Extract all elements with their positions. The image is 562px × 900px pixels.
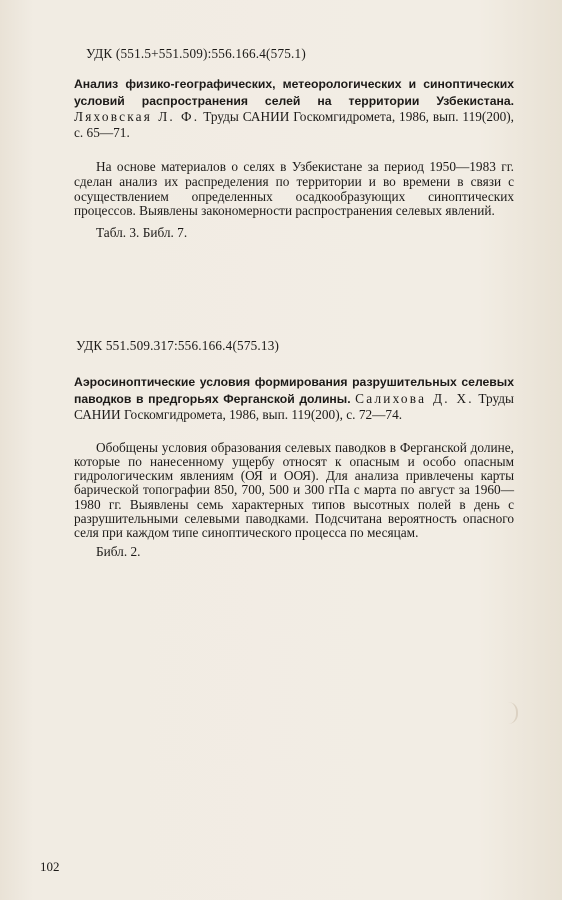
udc-code: УДК (551.5+551.509):556.166.4(575.1) — [86, 46, 306, 61]
article-title: Аэросиноптические условия формирования разрушительных селевых паводков в предгорьях Ферганской долины. — [74, 375, 514, 406]
article-author: Салихова Д. Х. — [355, 390, 474, 406]
references-note: Табл. 3. Библ. 7. — [96, 224, 188, 240]
citation — [74, 76, 514, 140]
page-number: 102 — [40, 859, 60, 874]
abstract-entry-2 — [74, 338, 514, 560]
citation — [74, 374, 514, 423]
abstract-text: Обобщены условия образования селевых паводков в Ферганской долине, которые по нанесенному ущербу относят к опасным и особо опасным гидрологическим явлениям (ОЯ и ООЯ). Для анализа привлечены карты барической топографии 850, 700, 500 и 300 гПа с марта по август за 1960—1980 гг. Выявлены семь характерных типов высотных полей в день с разрушительными селевыми паводками. Подсчитана вероятность опасного селя при каждом типе синоптического процесса по месяцам. — [74, 439, 514, 540]
abstract-text: На основе материалов о селях в Узбекистане за период 1950—1983 гг. сделан анализ их распределения по территории и во времени в связи с осуществлением определенных осадкообразующих синоптических процессов. Выявлены закономерности распространения селевых явлений. — [74, 159, 514, 219]
faint-mark — [504, 702, 518, 724]
article-title: Анализ физико-географических, метеорологических и синоптических условий распространения селей на территории Узбекистана. — [74, 77, 514, 108]
references-note: Библ. 2. — [96, 544, 141, 560]
abstract-entry-1 — [74, 46, 514, 241]
article-source: Труды САНИИ Госкомгидромета, 1986, вып. 119(200), с. 65—71. — [74, 109, 515, 140]
article-source: Труды САНИИ Госкомгидромета, 1986, вып. 119(200), с. 72—74. — [74, 390, 514, 423]
udc-code: УДК 551.509.317:556.166.4(575.13) — [76, 338, 280, 353]
article-author: Ляховская Л. Ф. — [74, 109, 200, 125]
